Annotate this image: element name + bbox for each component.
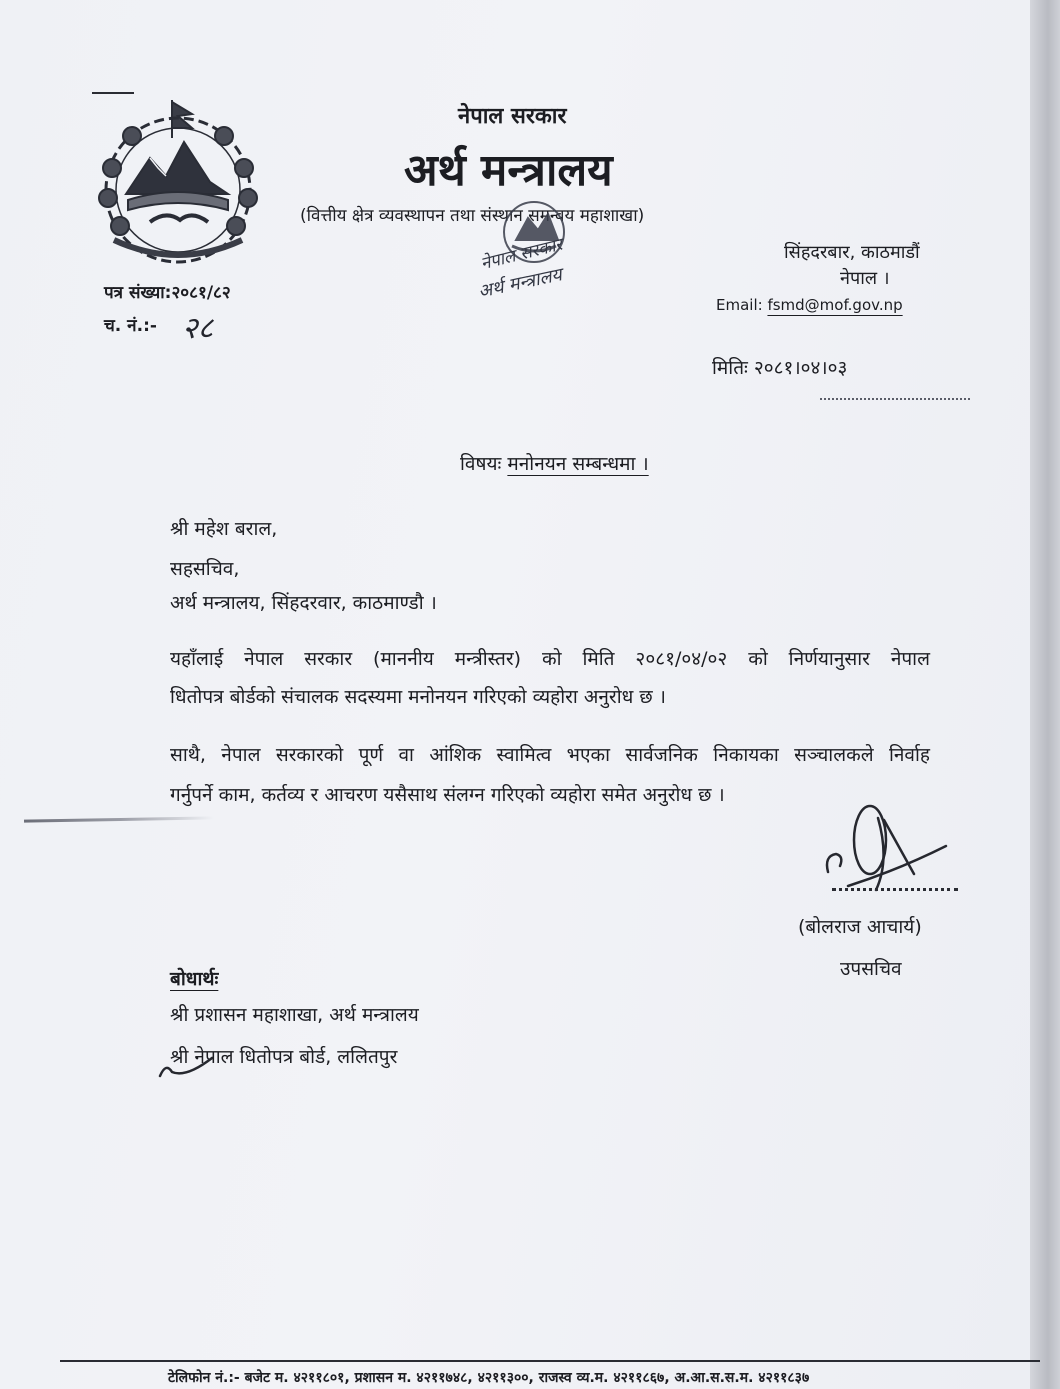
date-line bbox=[712, 354, 847, 380]
dispatch-number-label: च. नं.:- bbox=[104, 316, 157, 336]
subject-text: मनोनयन सम्बन्धमा । bbox=[507, 453, 649, 475]
footer-phones: टेलिफोन नं.:- बजेट म. ४२११८०१, प्रशासन म. ४२११७४८, ४२११३००, राजस्व व्य.म. ४२११८६७, अ.आ.स.स.म. ४२११८३७ bbox=[168, 1370, 810, 1386]
ministry-name: अर्थ मन्त्रालय bbox=[404, 145, 613, 196]
recipient-office: अर्थ मन्त्रालय, सिंहदरवार, काठमाण्डौ । bbox=[170, 592, 437, 614]
stamp-text-line1: नेपाल सरकार bbox=[478, 234, 565, 275]
email-line bbox=[716, 296, 903, 314]
signatory-name: (बोलराज आचार्य) bbox=[798, 916, 922, 938]
address-line-1: सिंहदरबार, काठमाडौं bbox=[784, 242, 920, 263]
date-value: २०८१।०४।०३ bbox=[753, 357, 848, 379]
body-paragraph-2-line-1: साथै, नेपाल सरकारको पूर्ण वा आंशिक स्वामित्व भएका सार्वजनिक निकायका सञ्चालकले निर्वाह bbox=[170, 744, 930, 766]
address-line-2: नेपाल । bbox=[840, 268, 890, 289]
paper-edge-background bbox=[1030, 0, 1060, 1389]
cc-heading: बोधार्थः bbox=[170, 968, 219, 990]
signature-dotted-line bbox=[832, 888, 958, 891]
email-label: Email: bbox=[716, 296, 763, 314]
footer-rule bbox=[60, 1360, 1040, 1362]
body-paragraph-1-line-2: धितोपत्र बोर्डको संचालक सदस्यमा मनोनयन गरिएको व्यहोरा अनुरोध छ । bbox=[170, 686, 666, 708]
subject-label: विषयः bbox=[460, 453, 502, 475]
government-name: नेपाल सरकार bbox=[458, 104, 567, 129]
signatory-designation: उपसचिव bbox=[840, 958, 902, 980]
recipient-title: सहसचिव, bbox=[170, 558, 240, 580]
letter-number: पत्र संख्या:२०८१/८२ bbox=[104, 283, 231, 303]
recipient-name: श्री महेश बराल, bbox=[170, 518, 278, 540]
subject-line bbox=[460, 450, 649, 476]
division-name: (वित्तीय क्षेत्र व्यवस्थापन तथा संस्थान समन्वय महाशाखा) bbox=[300, 206, 645, 226]
nepal-emblem-icon bbox=[88, 98, 268, 272]
dispatch-number-handwritten: २८ bbox=[182, 311, 214, 346]
cc-tick-mark bbox=[156, 1052, 216, 1086]
body-paragraph-2-line-2: गर्नुपर्ने काम, कर्तव्य र आचरण यसैसाथ संलग्न गरिएको व्यहोरा समेत अनुरोध छ । bbox=[170, 784, 725, 806]
cc-item-1: श्री प्रशासन महाशाखा, अर्थ मन्त्रालय bbox=[170, 1004, 419, 1026]
cc-item-2: श्री नेपाल धितोपत्र बोर्ड, ललितपुर bbox=[170, 1046, 398, 1068]
date-label: मितिः bbox=[712, 357, 748, 379]
body-paragraph-1-line-1: यहाँलाई नेपाल सरकार (माननीय मन्त्रीस्तर) को मिति २०८१/०४/०२ को निर्णयानुसार नेपाल bbox=[170, 648, 930, 670]
email-link[interactable]: fsmd@mof.gov.np bbox=[767, 296, 903, 314]
date-underline-mark bbox=[820, 398, 970, 400]
stamp-text-line2: अर्थ मन्त्रालय bbox=[476, 264, 564, 303]
top-left-mark bbox=[92, 92, 134, 94]
